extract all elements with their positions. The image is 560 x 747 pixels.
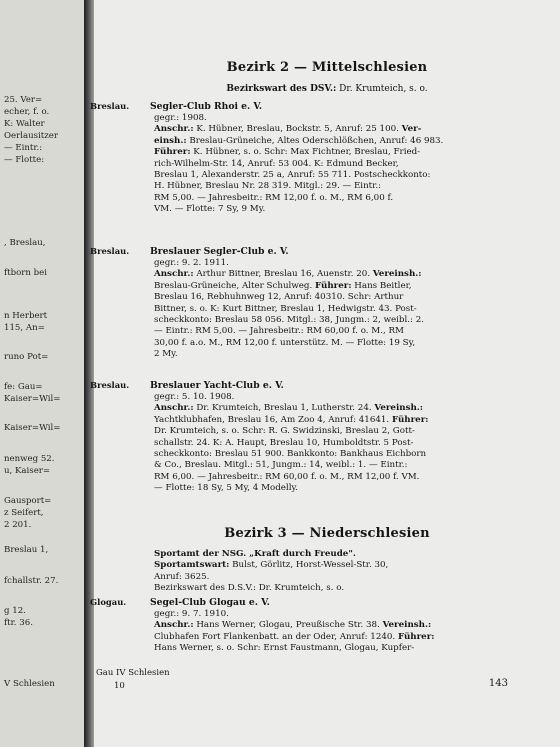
club-detail-line bbox=[154, 472, 519, 483]
field-label: Anschr.: bbox=[154, 269, 194, 280]
field-text: Dr. Krumteich, s. o. Schr: R. G. Swidzinski, Breslau 2, Gott- bbox=[154, 426, 415, 437]
facing-page-line: Kaiser=Wil= bbox=[4, 423, 61, 433]
field-text: 30,00 f. a.o. M., RM 12,00 f. unterstütz. M. — Flotte: 19 Sy, bbox=[154, 337, 416, 348]
sportamt-block bbox=[154, 549, 519, 595]
facing-page-line: K: Walter bbox=[4, 119, 45, 129]
field-text: — Flotte: 18 Sy, 5 My, 4 Modelly. bbox=[154, 483, 298, 494]
club-detail-line bbox=[154, 483, 519, 494]
facing-page-line: — Eintr.: bbox=[4, 143, 43, 153]
club-city: Breslau. bbox=[90, 246, 130, 256]
club-title bbox=[90, 246, 289, 258]
club-detail-line bbox=[154, 632, 519, 643]
page-number: 143 bbox=[488, 678, 508, 689]
field-label: Anschr.: bbox=[154, 403, 194, 414]
field-text: gegr.: 9. 2. 1911. bbox=[154, 258, 229, 268]
club-detail-line bbox=[154, 403, 519, 414]
field-label: Vereinsh.: bbox=[374, 403, 424, 414]
club-city: Breslau. bbox=[90, 380, 130, 390]
field-label: Führer: bbox=[391, 414, 429, 425]
field-label: einsh.: bbox=[154, 135, 187, 146]
facing-page-line: nenweg 52. bbox=[4, 454, 55, 464]
club-detail-line bbox=[154, 147, 519, 158]
field-text: K. Hübner, s. o. Schr: Max Fichtner, Breslau, Fried- bbox=[190, 147, 421, 158]
field-text: scheckkonto: Breslau 51 900. Bankkonto: Bankhaus Eichborn bbox=[154, 449, 427, 460]
field-text: Dr. Krumteich, Breslau 1, Lutherstr. 24. bbox=[193, 403, 375, 414]
field-text: Breslau 16, Rebhuhnweg 12, Anruf: 40310. Schr: Arthur bbox=[154, 292, 404, 303]
club-detail-line bbox=[154, 304, 519, 315]
district-2-heading: Bezirk 2 — Mittelschlesien bbox=[226, 60, 428, 75]
book-page-right bbox=[90, 0, 560, 747]
district-2-warden bbox=[94, 84, 560, 95]
club-name: Segel-Club Glogau e. V. bbox=[150, 597, 270, 608]
facing-page-line: fchallstr. 27. bbox=[4, 576, 59, 586]
club-detail-line bbox=[154, 349, 519, 360]
club-detail-line bbox=[154, 449, 519, 460]
field-text: gegr.: 9. 7. 1910. bbox=[154, 609, 229, 619]
field-text: — Eintr.: RM 5,00. — Jahresbeitr.: RM 60,00 f. o. M., RM bbox=[154, 326, 404, 337]
sportamt-title: Sportamt der NSG. „Kraft durch Freude". bbox=[154, 549, 356, 559]
club-detail-line bbox=[154, 204, 519, 215]
facing-page-line: V Schlesien bbox=[4, 679, 55, 689]
field-label: Anschr.: bbox=[154, 620, 194, 631]
facing-page-line: u, Kaiser= bbox=[4, 466, 51, 476]
facing-page-line: Gausport= bbox=[4, 496, 52, 506]
field-text: Bittner, s. o. K: Kurt Bittner, Breslau 1, Hedwigstr. 43. Post- bbox=[154, 303, 417, 314]
field-label: Führer: bbox=[315, 280, 352, 291]
field-text: Hans Beitler, bbox=[351, 280, 412, 291]
field-text: RM 5,00. — Jahresbeitr.: RM 12,00 f. o. M., RM 6,00 f. bbox=[154, 192, 394, 203]
facing-page-line: n Herbert bbox=[4, 311, 48, 321]
club-detail-line bbox=[154, 292, 519, 303]
facing-page-line: Oerlausitzer bbox=[4, 131, 58, 141]
field-text: gegr.: 5. 10. 1908. bbox=[154, 392, 235, 402]
club-details bbox=[154, 258, 519, 361]
district-3-warden: Bezirkswart des D.S.V.: Dr. Krumteich, s. o. bbox=[154, 583, 345, 594]
club-detail-line bbox=[154, 136, 519, 147]
sportamt-warden: Sportamtswart: Bulst, Görlitz, Horst-Wessel-Str. 30, bbox=[154, 560, 389, 571]
field-text: & Co., Breslau. Mitgl.: 51, Jungm.: 14, weibl.: 1. — Eintr.: bbox=[154, 460, 408, 471]
facing-page-line: fe: Gau= bbox=[4, 382, 43, 392]
club-title bbox=[90, 597, 270, 609]
club-title bbox=[90, 101, 263, 113]
club-detail-line bbox=[154, 258, 519, 269]
club-detail-line bbox=[154, 326, 519, 337]
facing-page-line: z Seifert, bbox=[4, 508, 44, 518]
field-text: Arthur Bittner, Breslau 16, Auenstr. 20. bbox=[193, 269, 373, 280]
field-text: Breslau 1, Alexanderstr. 25 a, Anruf: 55 711. Postscheckkonto: bbox=[154, 170, 431, 181]
club-detail-line bbox=[154, 392, 519, 403]
facing-page-line: g 12. bbox=[4, 606, 26, 616]
club-name: Segler-Club Rhoi e. V. bbox=[150, 101, 263, 112]
club-city: Breslau. bbox=[90, 101, 130, 111]
club-detail-line bbox=[154, 426, 519, 437]
field-text: schallstr. 24. K: A. Haupt, Breslau 10, Humboldtstr. 5 Post- bbox=[154, 437, 414, 448]
facing-page-line: echer, f. o. bbox=[4, 107, 50, 117]
club-detail-line bbox=[154, 193, 519, 204]
footer-region-label: Gau IV Schlesien bbox=[96, 668, 170, 678]
club-detail-line bbox=[154, 181, 519, 192]
field-text: Yachtklubhafen, Breslau 16, Am Zoo 4, Anruf: 41641. bbox=[154, 414, 392, 425]
club-detail-line bbox=[154, 281, 519, 292]
field-text: Breslau-Grüneiche, Altes Oderschlößchen, Anruf: 46 983. bbox=[186, 135, 444, 146]
field-label: Führer: bbox=[397, 631, 435, 642]
club-detail-line bbox=[154, 269, 519, 280]
page-content bbox=[90, 0, 560, 747]
club-detail-line bbox=[154, 124, 519, 135]
club-detail-line bbox=[154, 609, 519, 620]
field-text: scheckkonto: Breslau 58 056. Mitgl.: 38, Jungm.: 2, weibl.: 2. bbox=[154, 315, 424, 326]
club-title bbox=[90, 380, 284, 392]
facing-page-line: , Breslau, bbox=[4, 238, 46, 248]
field-text: Breslau-Grüneiche, Alter Schulweg. bbox=[154, 280, 315, 291]
facing-page-line: ftr. 36. bbox=[4, 618, 33, 628]
field-text: K. Hübner, Breslau, Bockstr. 5, Anruf: 25 100. bbox=[193, 124, 402, 135]
club-details bbox=[154, 609, 519, 655]
warden-label: Bezirkswart des DSV.: bbox=[226, 84, 337, 94]
facing-page-line: 115, An= bbox=[4, 323, 45, 333]
club-detail-line bbox=[154, 159, 519, 170]
club-name: Breslauer Segler-Club e. V. bbox=[150, 246, 289, 257]
club-details bbox=[154, 392, 519, 495]
field-text: Hans Werner, Glogau, Preußische Str. 38. bbox=[193, 620, 383, 631]
club-detail-line bbox=[154, 620, 519, 631]
footer-signature-mark: 10 bbox=[114, 681, 125, 691]
field-label: Anschr.: bbox=[154, 124, 194, 135]
club-detail-line bbox=[154, 438, 519, 449]
field-label: Führer: bbox=[154, 147, 191, 158]
facing-page-line: runo Pot= bbox=[4, 352, 49, 362]
club-detail-line bbox=[154, 338, 519, 349]
field-label: Vereinsh.: bbox=[382, 620, 432, 631]
club-city: Glogau. bbox=[90, 597, 127, 607]
club-detail-line bbox=[154, 170, 519, 181]
field-text: Hans Werner, s. o. Schr: Ernst Faustmann, Glogau, Kupfer- bbox=[154, 643, 415, 654]
field-label: Ver- bbox=[401, 124, 422, 135]
facing-page-line: Breslau 1, bbox=[4, 545, 49, 555]
facing-page-line: ftborn bei bbox=[4, 268, 48, 278]
district-3-heading: Bezirk 3 — Niederschlesien bbox=[224, 526, 430, 541]
field-text: RM 6,00. — Jahresbeitr.: RM 60,00 f. o. M., RM 12,00 f. VM. bbox=[154, 471, 420, 482]
facing-page-line: 2 201. bbox=[4, 520, 32, 530]
field-text: H. Hübner, Breslau Nr. 28 319. Mitgl.: 29. — Eintr.: bbox=[154, 181, 382, 192]
field-text: gegr.: 1908. bbox=[154, 113, 207, 123]
club-detail-line bbox=[154, 415, 519, 426]
facing-page-line: — Flotte: bbox=[4, 155, 45, 165]
club-detail-line bbox=[154, 460, 519, 471]
club-detail-line bbox=[154, 315, 519, 326]
club-name: Breslauer Yacht-Club e. V. bbox=[150, 380, 284, 391]
club-detail-line bbox=[154, 643, 519, 654]
club-detail-line bbox=[154, 113, 519, 124]
sportamt-phone: Anruf: 3625. bbox=[154, 571, 210, 582]
club-details bbox=[154, 113, 519, 216]
field-text: rich-Wilhelm-Str. 14, Anruf: 53 004. K: Edmund Becker, bbox=[154, 158, 399, 169]
field-text: Clubhafen Fort Flankenbatt. an der Oder, Anruf: 1240. bbox=[154, 631, 398, 642]
facing-page-left bbox=[0, 0, 86, 747]
facing-page-line: 25. Ver= bbox=[4, 95, 43, 105]
facing-page-line: Kaiser=Wil= bbox=[4, 394, 61, 404]
warden-value: Dr. Krumteich, s. o. bbox=[339, 84, 428, 94]
field-text: VM. — Flotte: 7 Sy, 9 My. bbox=[154, 204, 266, 215]
field-text: 2 My. bbox=[154, 349, 178, 360]
field-label: Vereinsh.: bbox=[372, 269, 422, 280]
